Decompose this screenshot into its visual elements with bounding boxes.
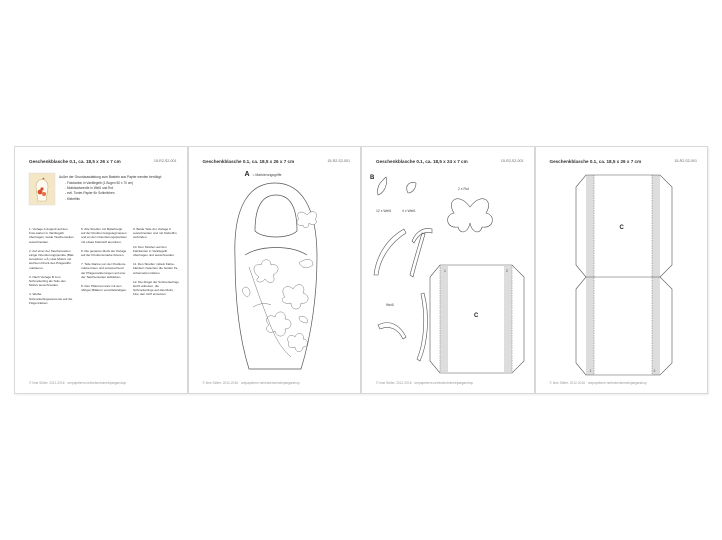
corner-mark: 1 bbox=[589, 369, 592, 373]
page-code: 15-R2-S2-001 bbox=[674, 159, 697, 163]
step-text: 7. Teile Danke von der Positions-marke lösen und entsprechend der Prägemarkierungen auf eine der Taschenseiten aufkleben. bbox=[81, 262, 127, 279]
flower-motif bbox=[242, 259, 313, 357]
steps-column-1 bbox=[29, 227, 75, 310]
page-template-a bbox=[188, 146, 362, 394]
step-text: 5. Alle Streifen mit Malerkrepp auf der Position festgelegt lassen und an den Orientierungspunkten mit etwas Klebstoff anordnen. bbox=[81, 227, 127, 244]
stem-shape bbox=[378, 323, 406, 339]
stem-shape bbox=[417, 293, 427, 361]
template-note: = Markierungsgriffe bbox=[252, 173, 282, 177]
template-letter: A bbox=[244, 171, 250, 178]
page-template-c bbox=[535, 146, 709, 394]
step-text: 4. Weiße Schmetterlingselemente auf die Flügel kleben. bbox=[29, 292, 73, 305]
page-footer: © Ilme Stöfer, 2012-2016 · orepapeterm.net/eckenkrimelnjaegarshop bbox=[549, 381, 647, 385]
step-text: 2. Auf einer der Taschenseiten einige Orientierungspunkte (Blat-tenspitzen u.Ä.) das Motivs mit leichtem Druck des Prägestifts markieren. bbox=[29, 248, 75, 270]
part-label: 2 x Rot bbox=[458, 187, 469, 191]
butterfly-marker-icon bbox=[296, 212, 316, 228]
corner-mark: 2 bbox=[506, 269, 508, 273]
page-footer: © Ilme Stöfer, 2012-2016 · orepapeterm.net/eckenkrimelnjaegarshop bbox=[376, 381, 474, 385]
materials-intro: Außer der Grundausstattung zum Basteln aus Papier werden benötigt: bbox=[59, 175, 162, 179]
page-title: Geschenkblasche 0.1, ca. 18,5 x 26 x 7 cm bbox=[549, 159, 642, 164]
leaf-shape bbox=[378, 177, 387, 195]
page-code: 15-R2-S2-001 bbox=[153, 159, 177, 163]
step-text: 10. Den Streifen auf den Falzkanten in Vanillegelb übertragen und ausschneiden. bbox=[133, 244, 175, 258]
material-item: - Klebefilm bbox=[65, 196, 81, 201]
step-text: 3. Nach Vorlage B zum Schmetterling als Teile des Motivs ausschneiden. bbox=[29, 274, 66, 288]
part-label: Weiß bbox=[386, 303, 394, 307]
strip-c-shape bbox=[536, 147, 709, 395]
parts-b-shapes bbox=[362, 147, 535, 395]
stem-shape bbox=[412, 229, 432, 244]
bag-outline-a bbox=[189, 147, 362, 395]
step-text: 6. Die gesamte Motiv als Vorlage auf der Positionsmarke fixieren. bbox=[81, 248, 127, 258]
page-template-b bbox=[361, 146, 535, 394]
step-text: 8. Den Pflanzenmotiv mit den übrigen Blättern vervollständigen. bbox=[81, 284, 127, 293]
corner-mark: 2 bbox=[653, 369, 656, 373]
page-code: 15-R2-S2-001 bbox=[500, 159, 524, 163]
step-text: 12. Die Flügel der Schmetterlinge leicht anheben, die Schmetterlinge auf das Motiv, bzw. den Griff einsetzen. bbox=[133, 279, 179, 297]
material-item: - evtl. Tonier-Papier für Schleifchen bbox=[65, 191, 115, 196]
page-footer: © Ilme Stöfer, 2012-2016 · orepapeterm.net/eckenkrimelnjaegarshop bbox=[29, 381, 127, 385]
stem-shape bbox=[410, 233, 425, 277]
part-label: 12 x Weiß bbox=[376, 209, 392, 213]
steps-column-3 bbox=[133, 227, 179, 310]
template-letter-c: C bbox=[474, 313, 479, 319]
step-text: 1. Vorlage A doppelt auf den Foto-karton in Vanillegelb übertragen, beide Taschenseiten ausschneiden. bbox=[29, 227, 74, 244]
page-code: 15-R2-S2-001 bbox=[327, 159, 350, 163]
page-instructions bbox=[14, 146, 188, 394]
material-item: - Fotokarton in Vanillegelb (1 Bogen 50 x 70 cm) bbox=[65, 181, 134, 185]
page-title: Geschenkblasche 0.1, ca. 18,5 x 24 x 7 cm bbox=[376, 159, 468, 164]
step-text: 11. Den Streifen mittels Klebe-bändern zwischen die beiden Ta-schenseiten kleben. bbox=[133, 262, 179, 275]
template-letter-b: B bbox=[370, 175, 375, 181]
page-title: Geschenkblasche 0.1, ca. 18,5 x 26 x 7 cm bbox=[29, 159, 121, 164]
pattern-pages-strip bbox=[14, 146, 708, 394]
material-item: - Motivkartonrolle in Weiß und Rot bbox=[65, 186, 114, 191]
butterfly-shape bbox=[448, 199, 493, 232]
steps-column-2 bbox=[81, 227, 127, 310]
stem-shape bbox=[374, 229, 406, 275]
step-text: 9. Beide Teile der Vorlage C ausschneiden und mit Klebefilm verbinden. bbox=[133, 227, 177, 240]
instruction-steps bbox=[29, 227, 179, 310]
corner-mark: 1 bbox=[444, 269, 446, 273]
leaf-shape bbox=[407, 182, 416, 193]
part-label: 4 x Weiß bbox=[402, 209, 416, 213]
template-letter-c: C bbox=[619, 225, 624, 231]
page-footer: © Ilme Stöfer, 2012-2016 · orepapeterm.net/eckenkrimelnjaegarshop bbox=[202, 381, 300, 385]
materials-list bbox=[65, 181, 133, 202]
page-title: Geschenkblasche 0.1, ca. 18,5 x 26 x 7 cm bbox=[202, 159, 295, 164]
